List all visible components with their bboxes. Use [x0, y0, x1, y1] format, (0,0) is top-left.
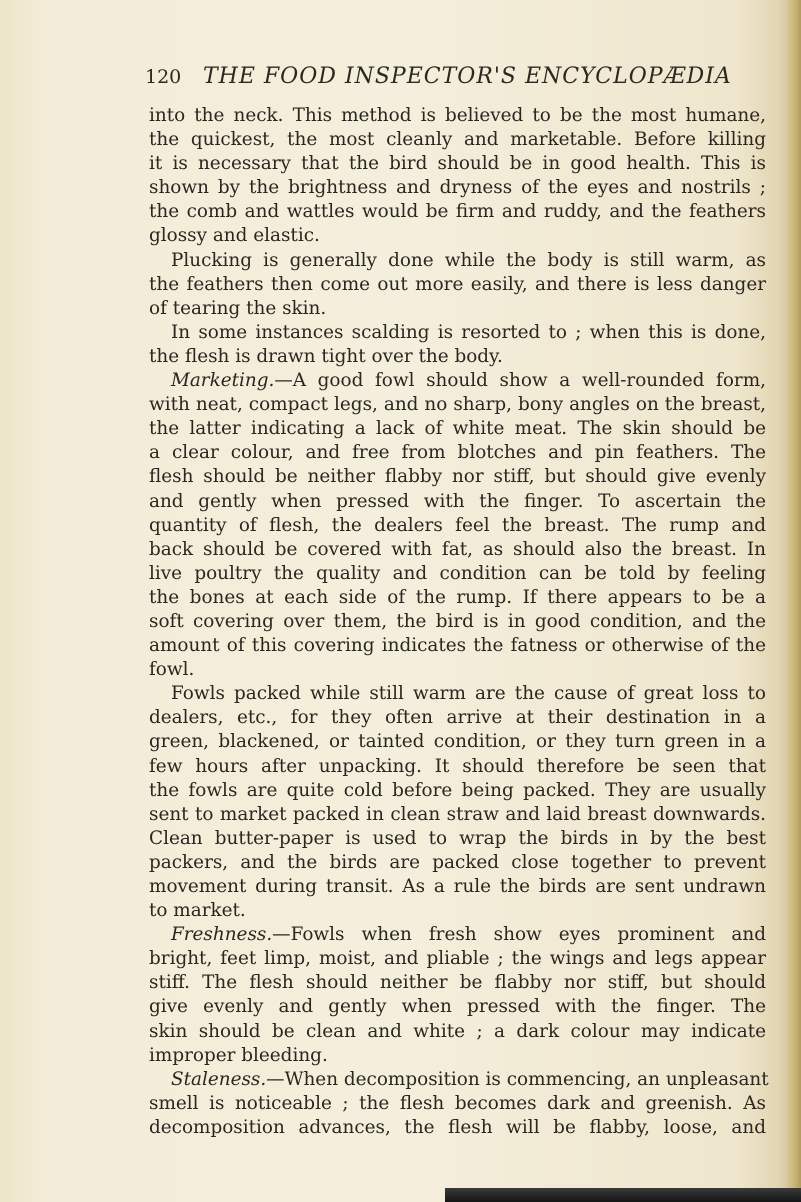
text-line: [149, 490, 766, 514]
line-text: the flesh is drawn tight over the body.: [149, 345, 503, 367]
paragraph: [149, 321, 766, 369]
text-line: [149, 875, 766, 899]
paragraph: [149, 104, 766, 249]
text-line: [149, 586, 766, 610]
line-text: of tearing the skin.: [149, 297, 327, 319]
text-line: [149, 1044, 766, 1068]
line-text: and gently when pressed with the finger. To ascertain the: [149, 490, 766, 512]
line-text: the comb and wattles would be firm and ruddy, and the feathers: [149, 201, 766, 223]
text-line: [149, 1116, 766, 1140]
line-text: the latter indicating a lack of white meat. The skin should be: [149, 418, 766, 440]
line-text: green, blackened, or tainted condition, or they turn green in a: [149, 731, 766, 753]
page-number: 120: [145, 66, 182, 88]
paragraph: [149, 1068, 769, 1140]
text-line: [149, 947, 766, 971]
text-line: [149, 273, 766, 297]
text-line: [149, 634, 766, 658]
line-text: bright, feet limp, moist, and pliable ; the wings and legs appear: [149, 948, 766, 970]
text-line: [149, 730, 766, 754]
line-text: the fowls are quite cold before being packed. They are usually: [149, 779, 766, 801]
page-header: [145, 64, 765, 94]
text-line: [149, 1068, 769, 1092]
line-text: the feathers then come out more easily, and there is less danger: [149, 273, 766, 295]
line-text: improper bleeding.: [149, 1044, 328, 1066]
text-line: [149, 441, 766, 465]
line-text: a clear colour, and free from blotches and pin feathers. The: [149, 442, 766, 464]
line-text: the quickest, the most cleanly and marketable. Before killing: [149, 129, 766, 151]
line-text: back should be covered with fat, as should also the breast. In: [149, 538, 766, 560]
text-line: [149, 851, 766, 875]
line-text: In some instances scalding is resorted to ; when this is done,: [171, 321, 766, 343]
line-text: skin should be clean and white ; a dark colour may indicate: [149, 1020, 766, 1042]
text-line: [149, 779, 766, 803]
text-line: [149, 682, 766, 706]
line-text: Clean butter-paper is used to wrap the birds in by the best: [149, 827, 766, 849]
line-text: shown by the brightness and dryness of the eyes and nostrils ;: [149, 177, 766, 199]
bottom-shadow-bar: [445, 1188, 801, 1202]
text-line: [149, 562, 766, 586]
line-text: Plucking is generally done while the body is still warm, as: [171, 249, 766, 271]
text-line: [149, 249, 766, 273]
text-line: [149, 514, 766, 538]
line-text: decomposition advances, the flesh will be flabby, loose, and: [149, 1116, 766, 1138]
paragraph: [149, 369, 766, 682]
text-line: [149, 297, 766, 321]
line-text: Fowls packed while still warm are the cause of great loss to: [171, 683, 766, 705]
paragraph: [149, 249, 766, 321]
line-text: amount of this covering indicates the fatness or otherwise of the: [149, 635, 766, 657]
line-text: fowl.: [149, 659, 195, 681]
line-text: stiff. The flesh should neither be flabby nor stiff, but should: [149, 972, 766, 994]
line-text: with neat, compact legs, and no sharp, bony angles on the breast,: [149, 394, 766, 416]
running-title: THE FOOD INSPECTOR'S ENCYCLOPÆDIA: [203, 64, 732, 89]
section-heading: Marketing.: [171, 370, 275, 392]
line-text: give evenly and gently when pressed with the finger. The: [149, 996, 766, 1018]
line-text: smell is noticeable ; the flesh becomes dark and greenish. As: [149, 1092, 766, 1114]
line-text: sent to market packed in clean straw and laid breast downwards.: [149, 803, 766, 825]
text-line: [149, 321, 766, 345]
text-line: [149, 706, 766, 730]
text-line: [149, 755, 766, 779]
text-line: [149, 104, 766, 128]
text-line: [149, 417, 766, 441]
text-line: [149, 176, 766, 200]
text-line: [149, 827, 766, 851]
text-line: [149, 224, 766, 248]
text-line: [149, 971, 766, 995]
line-text: quantity of flesh, the dealers feel the breast. The rump and: [149, 514, 766, 536]
line-text: —Fowls when fresh show eyes prominent and: [272, 924, 766, 946]
body-text: [149, 104, 769, 1140]
text-line: [149, 923, 766, 947]
text-line: [149, 152, 766, 176]
line-text: few hours after unpacking. It should therefore be seen that: [149, 755, 766, 777]
section-heading: Freshness.: [171, 924, 273, 946]
line-text: into the neck. This method is believed to be the most humane,: [149, 105, 766, 126]
text-line: [149, 345, 766, 369]
text-line: [149, 803, 766, 827]
paragraph: [149, 682, 766, 923]
line-text: —A good fowl should show a well-rounded form,: [274, 370, 766, 392]
text-line: [149, 369, 766, 393]
text-line: [149, 610, 766, 634]
text-line: [149, 538, 766, 562]
line-text: the bones at each side of the rump. If there appears to be a: [149, 586, 766, 608]
line-text: flesh should be neither flabby nor stiff, but should give evenly: [149, 466, 766, 488]
line-text: movement during transit. As a rule the birds are sent undrawn: [149, 876, 766, 897]
page-edge: [787, 0, 801, 1202]
line-text: dealers, etc., for they often arrive at their destination in a: [149, 707, 766, 729]
line-text: soft covering over them, the bird is in good condition, and the: [149, 610, 766, 632]
line-text: live poultry the quality and condition can be told by feeling: [149, 562, 766, 584]
text-line: [149, 200, 766, 224]
text-line: [149, 995, 766, 1019]
line-text: packers, and the birds are packed close together to prevent: [149, 851, 766, 873]
text-line: [149, 393, 766, 417]
text-line: [149, 128, 766, 152]
section-heading: Staleness.: [171, 1068, 267, 1090]
line-text: it is necessary that the bird should be in good health. This is: [149, 153, 766, 175]
text-line: [149, 465, 766, 489]
line-text: —When decomposition is commencing, an unpleasant: [266, 1068, 769, 1090]
text-line: [149, 1020, 766, 1044]
line-text: glossy and elastic.: [149, 225, 320, 247]
paragraph: [149, 923, 766, 1068]
text-line: [149, 1092, 766, 1116]
line-text: to market.: [149, 900, 246, 922]
text-line: [149, 899, 766, 923]
text-line: [149, 658, 766, 682]
